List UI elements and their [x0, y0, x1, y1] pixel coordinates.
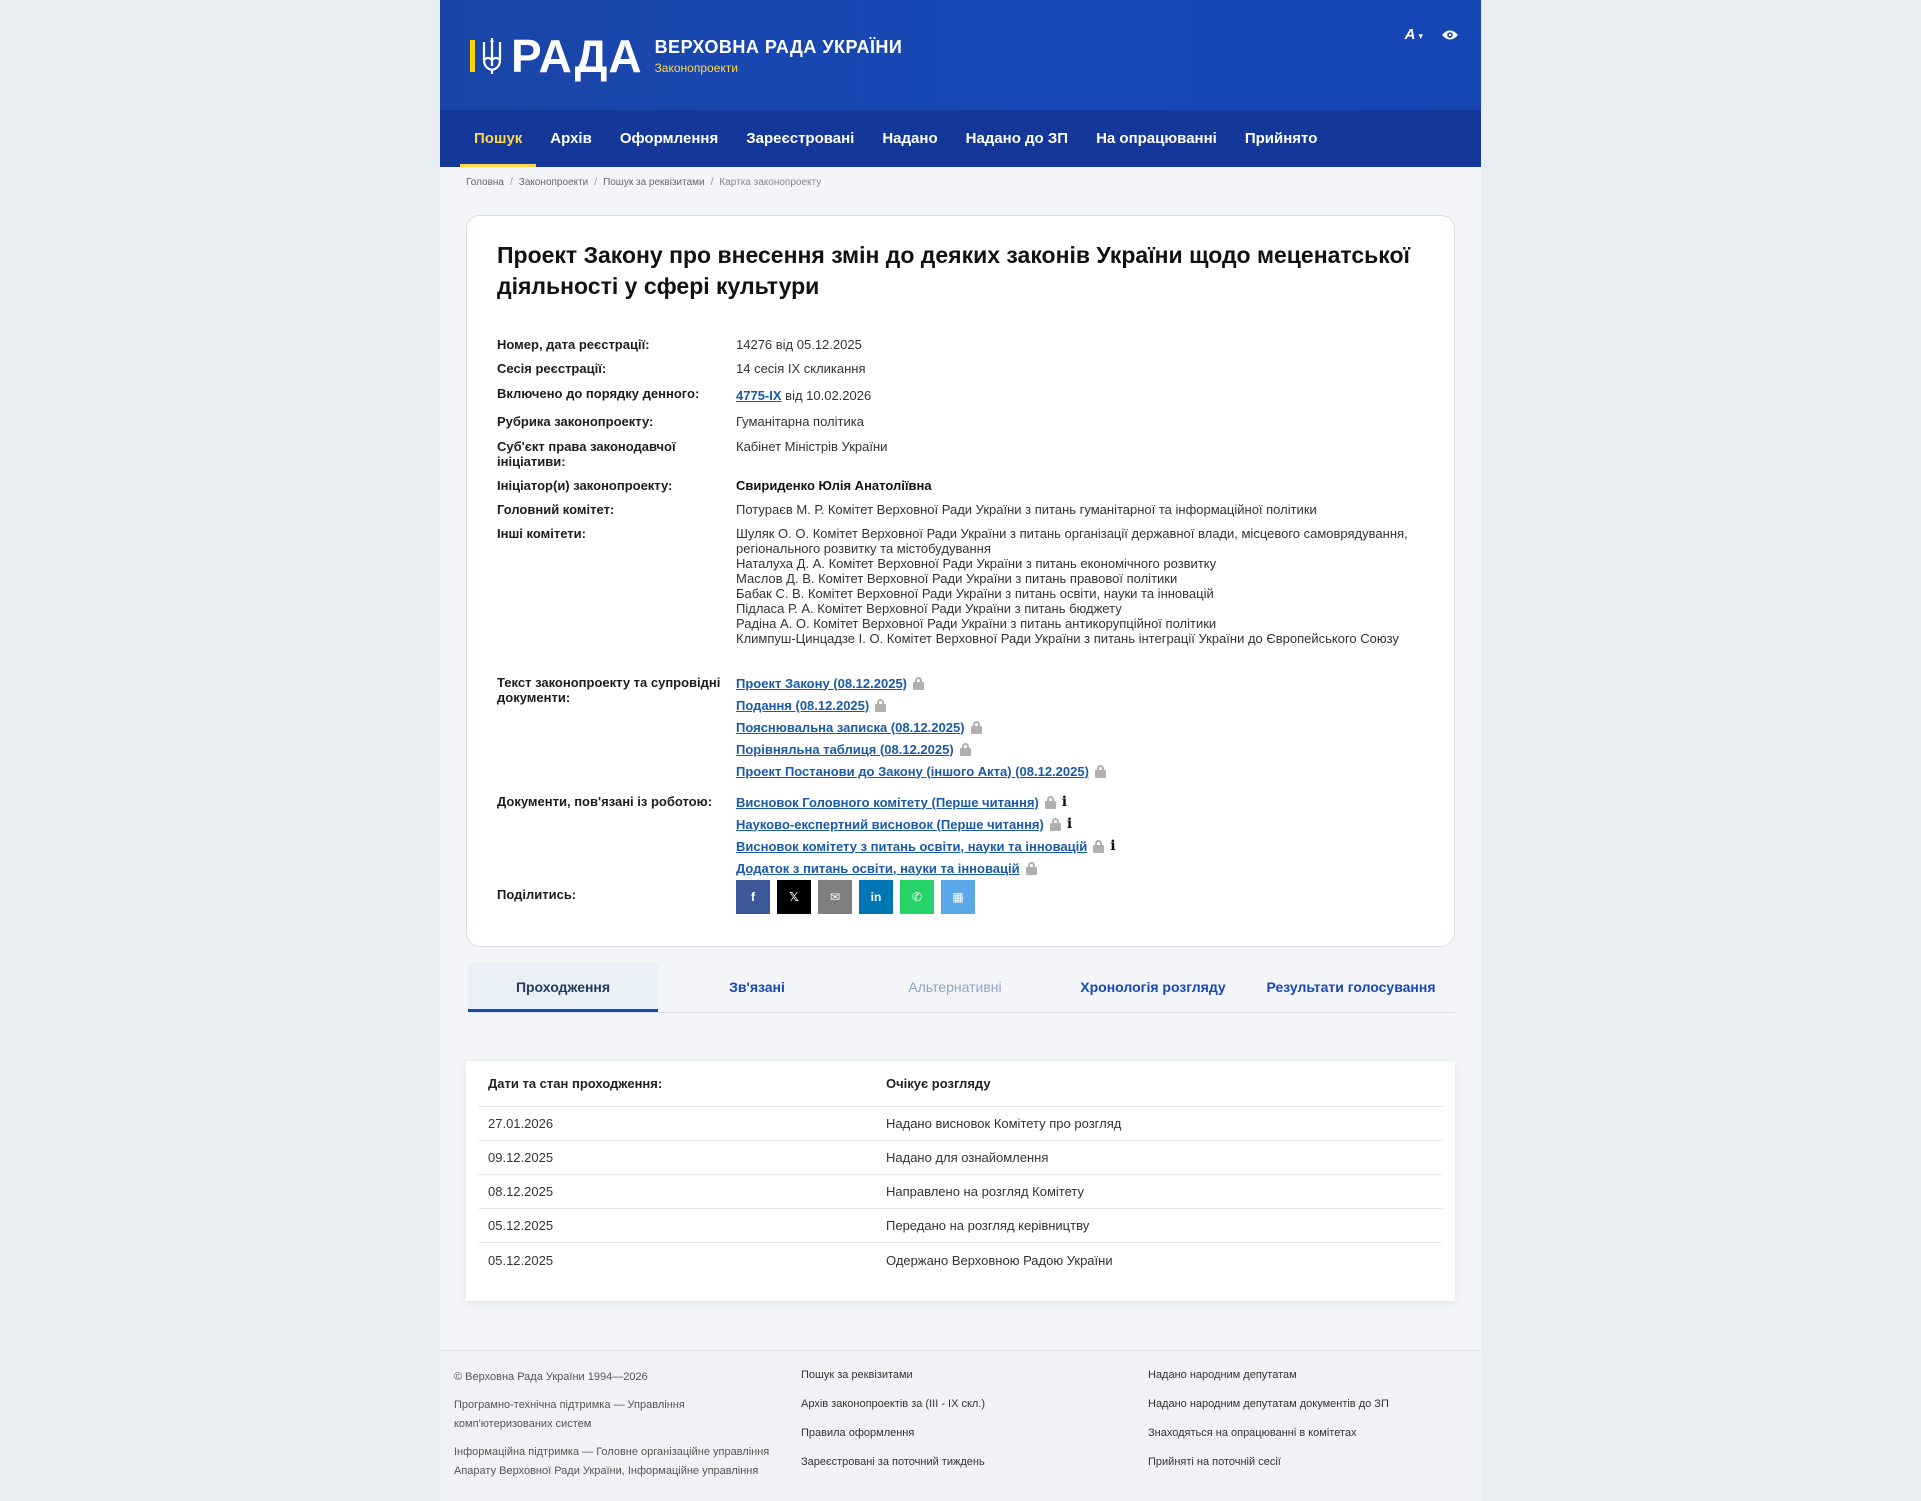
font-size-label: A — [1404, 26, 1416, 43]
x-share-button[interactable] — [777, 880, 811, 914]
field-label: Номер, дата реєстрації: — [497, 337, 650, 352]
footer-link[interactable]: Надано народним депутатам — [1148, 1369, 1297, 1381]
document-link[interactable]: Проект Постанови до Закону (іншого Акта) (08.12.2025) — [736, 763, 1089, 779]
field-rubric — [497, 414, 1427, 429]
breadcrumb-current: Картка законопроекту — [719, 177, 822, 188]
nav-item-submitted[interactable]: Надано — [882, 130, 938, 147]
footer-info-support: Інформаційна підтримка — Головне організаційне управління Апарату Верховної Ради України, Інформаційне управління — [454, 1446, 770, 1477]
committee-list — [736, 526, 1427, 646]
row-status: Одержано Верховною Радою України — [886, 1252, 1113, 1268]
nav-item-formatting[interactable]: Оформлення — [619, 130, 719, 147]
tab-voting[interactable]: Результати голосування — [1266, 979, 1436, 995]
bill-card — [466, 215, 1455, 947]
document-link[interactable]: Пояснювальна записка (08.12.2025) — [736, 719, 965, 735]
field-label: Поділитись: — [497, 887, 577, 902]
linkedin-icon: in — [870, 889, 882, 904]
row-status: Надано для ознайомлення — [886, 1150, 1049, 1165]
lock-icon — [1095, 765, 1106, 778]
field-label: Інші комітети: — [497, 526, 586, 541]
facebook-icon: f — [751, 889, 755, 904]
table-row — [478, 1141, 1443, 1175]
breadcrumb-separator: / — [510, 177, 513, 188]
nav-item-submitted-zp[interactable]: Надано до ЗП — [965, 130, 1069, 147]
document-link[interactable]: Проект Закону (08.12.2025) — [736, 675, 908, 691]
row-date: 09.12.2025 — [488, 1150, 554, 1165]
document-link[interactable]: Подання (08.12.2025) — [736, 697, 870, 713]
committee-item: Підласа Р. А. Комітет Верховної Ради України з питань бюджету — [736, 601, 1122, 616]
row-date: 05.12.2025 — [488, 1252, 554, 1268]
field-subject — [497, 439, 1427, 469]
nav-item-registered[interactable]: Зареєстровані — [746, 130, 855, 147]
row-date: 27.01.2026 — [488, 1116, 554, 1131]
footer-link[interactable]: Правила оформлення — [801, 1427, 915, 1439]
field-agenda — [497, 386, 1427, 403]
field-value: Потураєв М. Р. Комітет Верховної Ради України з питань гуманітарної та інформаційної політики — [736, 502, 1317, 517]
document-item — [736, 694, 1427, 716]
initiator-name: Свириденко Юлія Анатоліївна — [736, 478, 932, 493]
share-buttons — [736, 880, 1427, 914]
footer-link[interactable]: Прийняті на поточній сесії — [1148, 1456, 1281, 1468]
document-item — [736, 716, 1427, 738]
committee-item: Маслов Д. В. Комітет Верховної Ради України з питань правової політики — [736, 571, 1178, 586]
tab-alternative[interactable]: Альтернативні — [908, 979, 1002, 995]
field-value: Гуманітарна політика — [736, 414, 864, 429]
field-value: Кабінет Міністрів України — [736, 439, 888, 454]
table-header — [478, 1061, 1443, 1107]
info-icon[interactable]: i — [1061, 793, 1068, 810]
field-value: 14 сесія IX скликання — [736, 361, 866, 376]
related-link[interactable]: Додаток з питань освіти, науки та інновацій — [736, 860, 1020, 876]
field-label: Головний комітет: — [497, 502, 615, 517]
eye-icon[interactable] — [1441, 29, 1459, 41]
bill-title: Проект Закону про внесення змін до деяких законів України щодо меценатської діяльності у сфері культури — [497, 242, 1411, 299]
logo-names — [655, 37, 903, 75]
field-session — [497, 361, 1427, 376]
site-footer — [440, 1350, 1481, 1501]
tab-chronology[interactable]: Хронологія розгляду — [1080, 979, 1226, 995]
related-item — [736, 813, 1427, 835]
header-dates: Дати та стан проходження: — [488, 1076, 663, 1091]
related-list — [736, 791, 1427, 879]
nav-item-search[interactable]: Пошук — [460, 110, 536, 167]
org-name: ВЕРХОВНА РАДА УКРАЇНИ — [654, 37, 903, 57]
field-label: Включено до порядку денного: — [497, 386, 700, 401]
footer-link[interactable]: Знаходяться на опрацюванні в комітетах — [1148, 1427, 1357, 1439]
facebook-share-button[interactable] — [736, 880, 770, 914]
related-item — [736, 835, 1427, 857]
committee-item: Радіна А. О. Комітет Верховної Ради України з питань антикорупційної політики — [736, 616, 1217, 631]
breadcrumb-bills[interactable]: Законопроекти — [518, 177, 589, 188]
header-status: Очікує розгляду — [886, 1076, 991, 1091]
font-size-toggle[interactable] — [1405, 26, 1423, 43]
table-row — [478, 1209, 1443, 1243]
breadcrumb-separator: / — [594, 177, 598, 188]
field-label: Суб'єкт права законодавчої ініціативи: — [497, 439, 676, 469]
lock-icon — [913, 677, 924, 690]
lock-icon — [1050, 818, 1061, 831]
document-list — [736, 672, 1427, 782]
section-name: Законопроекти — [654, 61, 738, 75]
field-value — [736, 386, 1427, 403]
tab-related[interactable]: Зв'язані — [729, 979, 785, 995]
trident-icon — [481, 36, 503, 76]
field-label: Документи, пов'язані із роботою: — [497, 794, 713, 809]
whatsapp-share-button[interactable] — [900, 880, 934, 914]
bill-tabs — [468, 963, 1455, 1013]
footer-tech-support: Програмно-технічна підтримка — Управління комп'ютеризованих систем — [454, 1399, 685, 1430]
passage-table — [466, 1061, 1455, 1301]
table-row — [478, 1107, 1443, 1141]
related-link[interactable]: Висновок Головного комітету (Перше читання) — [736, 794, 1039, 810]
field-documents — [497, 672, 1427, 782]
email-icon: ✉ — [829, 889, 841, 904]
logo-text: РАДА — [511, 30, 643, 82]
field-initiator — [497, 478, 1427, 493]
committee-item: Наталуха Д. А. Комітет Верховної Ради України з питань економічного розвитку — [736, 556, 1217, 571]
committee-item: Бабак С. В. Комітет Верховної Ради України з питань освіти, науки та інновацій — [736, 586, 1214, 601]
nav-item-in-progress[interactable]: На опрацюванні — [1096, 130, 1217, 147]
footer-column-links-2 — [1148, 1368, 1389, 1484]
field-value: 14276 від 05.12.2025 — [736, 337, 862, 352]
field-label: Сесія реєстрації: — [497, 361, 607, 376]
row-date: 08.12.2025 — [488, 1184, 554, 1199]
related-item — [736, 857, 1427, 879]
field-value — [736, 478, 1427, 493]
footer-link[interactable]: Зареєстровані за поточний тиждень — [801, 1456, 985, 1468]
committee-item: Климпуш-Цинцадзе І. О. Комітет Верховної Ради України з питань інтеграції України до Європейського Союзу — [736, 631, 1399, 646]
info-icon[interactable]: i — [1110, 837, 1116, 854]
field-share — [497, 886, 1427, 914]
lock-icon — [1045, 796, 1056, 809]
lock-icon — [1093, 840, 1104, 853]
info-icon[interactable]: i — [1066, 815, 1073, 832]
row-status: Передано на розгляд керівництву — [886, 1218, 1090, 1233]
row-status: Направлено на розгляд Комітету — [886, 1184, 1084, 1199]
agenda-link[interactable]: 4775-IX — [736, 388, 782, 403]
x-icon: 𝕏 — [789, 889, 799, 904]
row-status: Надано висновок Комітету про розгляд — [886, 1116, 1122, 1131]
related-link[interactable]: Висновок комітету з питань освіти, науки та інновацій — [736, 838, 1088, 854]
footer-link[interactable]: Архів законопроектів за (III - IX скл.) — [801, 1398, 986, 1410]
lock-icon — [1026, 862, 1037, 875]
site-logo[interactable] — [470, 30, 903, 82]
footer-copyright: © Верховна Рада України 1994—2026 — [454, 1371, 648, 1383]
field-related-docs — [497, 791, 1427, 879]
field-main-committee — [497, 502, 1427, 517]
field-label: Ініціатор(и) законопроекту: — [497, 478, 673, 493]
header-tools — [1405, 26, 1459, 43]
lock-icon — [875, 699, 886, 712]
lock-icon — [960, 743, 971, 756]
breadcrumb-separator: / — [710, 177, 714, 188]
page — [440, 0, 1481, 1501]
related-item — [736, 791, 1427, 813]
main-nav — [440, 110, 1481, 167]
field-other-committees — [497, 526, 1427, 646]
document-item — [736, 760, 1427, 782]
document-item — [736, 738, 1427, 760]
email-share-button[interactable] — [818, 880, 852, 914]
qr-icon: ▦ — [952, 889, 964, 904]
footer-column-links — [801, 1368, 985, 1484]
field-label: Рубрика законопроекту: — [497, 414, 654, 429]
footer-link[interactable]: Надано народним депутатам документів до ЗП — [1148, 1398, 1389, 1410]
row-date: 05.12.2025 — [488, 1218, 554, 1233]
flag-stripe — [470, 40, 475, 72]
document-link[interactable]: Порівняльна таблиця (08.12.2025) — [736, 741, 954, 757]
whatsapp-icon: ✆ — [911, 889, 923, 904]
document-item — [736, 672, 1427, 694]
committee-item: Шуляк О. О. Комітет Верховної Ради України з питань організації державної влади, місцевого самоврядування, регіонального розвитку та містобудування — [736, 526, 1408, 556]
nav-item-adopted[interactable]: Прийнято — [1244, 130, 1318, 147]
nav-item-archive[interactable]: Архів — [550, 130, 592, 147]
table-row — [478, 1243, 1443, 1277]
table-row — [478, 1175, 1443, 1209]
breadcrumb — [466, 177, 821, 188]
agenda-date: від 10.02.2026 — [781, 388, 872, 403]
linkedin-share-button[interactable] — [859, 880, 893, 914]
lock-icon — [971, 721, 982, 734]
footer-link[interactable]: Пошук за реквізитами — [801, 1369, 913, 1381]
breadcrumb-search[interactable]: Пошук за реквізитами — [603, 177, 705, 188]
chevron-down-icon: ▾ — [1418, 31, 1423, 41]
tab-passage[interactable]: Проходження — [468, 963, 658, 1012]
field-registration — [497, 337, 1427, 352]
breadcrumb-home[interactable]: Головна — [466, 177, 504, 188]
related-link[interactable]: Науково-експертний висновок (Перше читання) — [736, 816, 1044, 832]
field-label: Текст законопроекту та супровідні документи: — [497, 675, 721, 705]
footer-column-info — [454, 1368, 784, 1490]
site-header — [440, 0, 1481, 110]
qr-share-button[interactable] — [941, 880, 975, 914]
